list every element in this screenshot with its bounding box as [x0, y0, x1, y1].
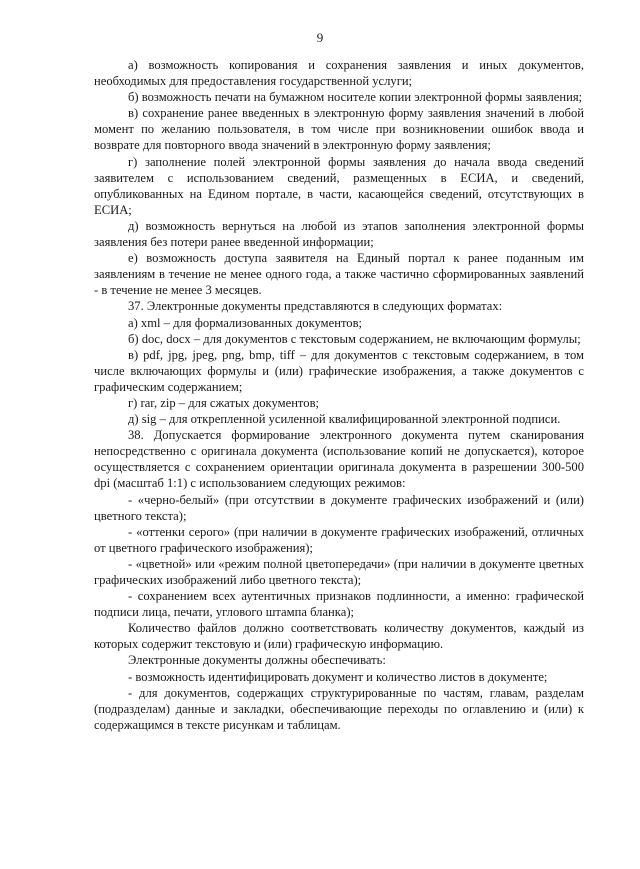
- format-sig: д) sig – для открепленной усиленной квалифицированной электронной подписи.: [128, 412, 561, 427]
- format-xml: а) xml – для формализованных документов;: [128, 315, 363, 330]
- file-count-rule: Количество файлов должно соответствовать количеству документов, каждый из которых содержит текстовую и (или) графическую информацию.: [94, 621, 584, 652]
- page-number: 9: [316, 30, 324, 45]
- paragraph-v-save-values: в) сохранение ранее введенных в электронную форму заявления значений в любой момент по желанию пользователя, в том числе при возникновении ошибок ввода и возврате для повторного ввода значений в электронную форму заявления;: [94, 106, 584, 153]
- paragraph-a-copy-save: а) возможность копирования и сохранения заявления и иных документов, необходимых для предоставления государственной услуги;: [94, 58, 584, 89]
- paragraph-d-return-step: д) возможность вернуться на любой из этапов заполнения электронной формы заявления без потери ранее введенной информации;: [94, 218, 584, 250]
- format-pdf-images: в) pdf, jpg, jpeg, png, bmp, tiff – для документов с текстовым содержанием, в том числе включающих формулы и (или) графические изображения, а также документов с графическим содержанием;: [94, 347, 584, 394]
- format-doc: б) doc, docx – для документов с текстовым содержанием, не включающим формулы;: [128, 331, 581, 346]
- document-body: [94, 57, 584, 733]
- paragraph-e-portal-access: е) возможность доступа заявителя на Единый портал к ранее поданным им заявлениям в течение не менее одного года, а также частично сформированных заявлений - в течение не менее 3 месяцев.: [94, 251, 584, 298]
- paragraph-b-print: б) возможность печати на бумажном носителе копии электронной формы заявления;: [128, 90, 583, 105]
- mode-color: - «цветной» или «режим полной цветопередачи» (при наличии в документе цветных графических изображений либо цветного текста);: [94, 556, 584, 587]
- requirement-bookmarks: - для документов, содержащих структурированные по частям, главам, разделам (подразделам) данные и закладки, обеспечивающие переходы по оглавлению и (или) к содержащимся в тексте рисункам и таблицам.: [94, 685, 584, 732]
- mode-grayscale: - «оттенки серого» (при наличии в документе графических изображений, отличных от цветного графического изображения);: [94, 524, 584, 555]
- authenticity-preservation: - сохранением всех аутентичных признаков подлинности, а именно: графической подписи лица, печати, углового штампа бланка);: [94, 589, 584, 620]
- requirements-heading: Электронные документы должны обеспечивать:: [128, 653, 386, 668]
- mode-black-white: - «черно-белый» (при отсутствии в документе графических изображений и (или) цветного текста);: [94, 492, 584, 523]
- format-archives: г) rar, zip – для сжатых документов;: [128, 395, 320, 410]
- requirement-identify: - возможность идентифицировать документ и количество листов в документе;: [128, 669, 548, 684]
- section-38-scanning: 38. Допускается формирование электронного документа путем сканирования непосредственно с оригинала документа (использование копий не допускается), которое осуществляется с сохранением ориентации оригинала документа в разрешении 300-500 dpi (масштаб 1:1) с использованием следующих режимов:: [94, 428, 584, 491]
- paragraph-g-fill-fields: г) заполнение полей электронной формы заявления до начала ввода сведений заявителем с использованием сведений, размещенных в ЕСИА, и сведений, опубликованных на Едином портале, в части, касающейся сведений, отсутствующих в ЕСИА;: [94, 154, 584, 217]
- section-37-heading: 37. Электронные документы представляются в следующих форматах:: [128, 299, 503, 314]
